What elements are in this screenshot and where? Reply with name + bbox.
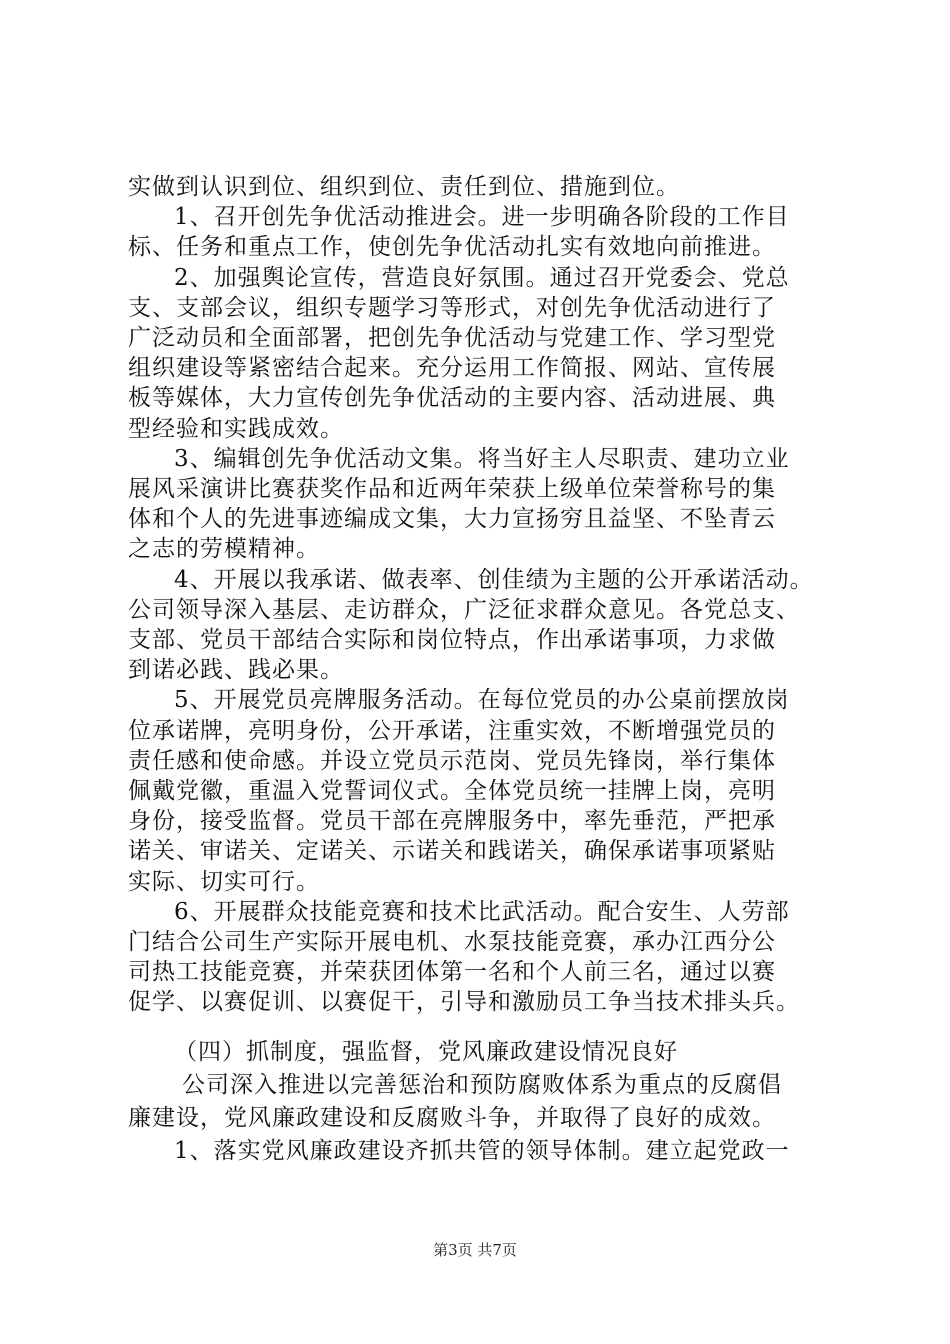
section-heading: （四）抓制度，强监督，党风廉政建设情况良好: [174, 1039, 678, 1065]
text-line: 板等媒体，大力宣传创先争优活动的主要内容、活动进展、典: [128, 385, 776, 412]
text-line: 公司深入推进以完善惩治和预防腐败体系为重点的反腐倡: [182, 1072, 782, 1098]
text-line: 1、召开创先争优活动推进会。进一步明确各阶段的工作目: [174, 204, 790, 231]
text-line: 标、任务和重点工作，使创先争优活动扎实有效地向前推进。: [128, 234, 776, 261]
text-line: 廉建设，党风廉政建设和反腐败斗争，并取得了良好的成效。: [128, 1105, 776, 1131]
text-line: 6、开展群众技能竞赛和技术比武活动。配合安生、人劳部: [174, 898, 790, 925]
text-line: 广泛动员和全面部署，把创先争优活动与党建工作、学习型党: [128, 325, 776, 351]
text-line: 支部、党员干部结合实际和岗位特点，作出承诺事项，力求做: [128, 627, 776, 653]
text-line: 实做到认识到位、组织到位、责任到位、措施到位。: [128, 174, 680, 200]
page-footer: 第3页 共7页: [433, 1241, 517, 1259]
text-line: 3、编辑创先争优活动文集。将当好主人尽职责、建功立业: [174, 445, 790, 472]
text-line: 门结合公司生产实际开展电机、水泵技能竞赛，承办江西分公: [128, 929, 776, 955]
text-line: 2、加强舆论宣传，营造良好氛围。通过召开党委会、党总: [174, 264, 790, 291]
text-line: 5、开展党员亮牌服务活动。在每位党员的办公桌前摆放岗: [174, 687, 790, 714]
text-line: 展风采演讲比赛获奖作品和近两年荣获上级单位荣誉称号的集: [128, 476, 776, 502]
text-line: 体和个人的先进事迹编成文集，大力宣扬穷且益坚、不坠青云: [128, 506, 776, 533]
text-line: 身份，接受监督。党员干部在亮牌服务中，率先垂范，严把承: [128, 808, 776, 835]
text-line: 1、落实党风廉政建设齐抓共管的领导体制。建立起党政一: [174, 1138, 790, 1164]
text-line: 支、支部会议，组织专题学习等形式，对创先争优活动进行了: [128, 294, 776, 321]
text-line: 佩戴党徽，重温入党誓词仪式。全体党员统一挂牌上岗，亮明: [128, 778, 776, 804]
text-line: 责任感和使命感。并设立党员示范岗、党员先锋岗，举行集体: [128, 747, 776, 774]
text-line: 到诺必践、践必果。: [128, 657, 344, 684]
text-line: 促学、以赛促训、以赛促干，引导和激励员工争当技术排头兵。: [128, 989, 800, 1016]
text-line: 组织建设等紧密结合起来。充分运用工作简报、网站、宣传展: [128, 355, 776, 382]
text-line: 之志的劳模精神。: [128, 536, 320, 563]
text-line: 诺关、审诺关、定诺关、示诺关和践诺关，确保承诺事项紧贴: [128, 838, 776, 865]
text-line: 公司领导深入基层、走访群众，广泛征求群众意见。各党总支、: [128, 596, 800, 623]
text-line: 司热工技能竞赛，并荣获团体第一名和个人前三名，通过以赛: [128, 959, 776, 986]
text-line: 4、开展以我承诺、做表率、创佳绩为主题的公开承诺活动。: [174, 566, 814, 593]
text-line: 实际、切实可行。: [128, 868, 320, 895]
text-line: 型经验和实践成效。: [128, 415, 344, 442]
text-line: 位承诺牌，亮明身份，公开承诺，注重实效，不断增强党员的: [128, 717, 776, 744]
